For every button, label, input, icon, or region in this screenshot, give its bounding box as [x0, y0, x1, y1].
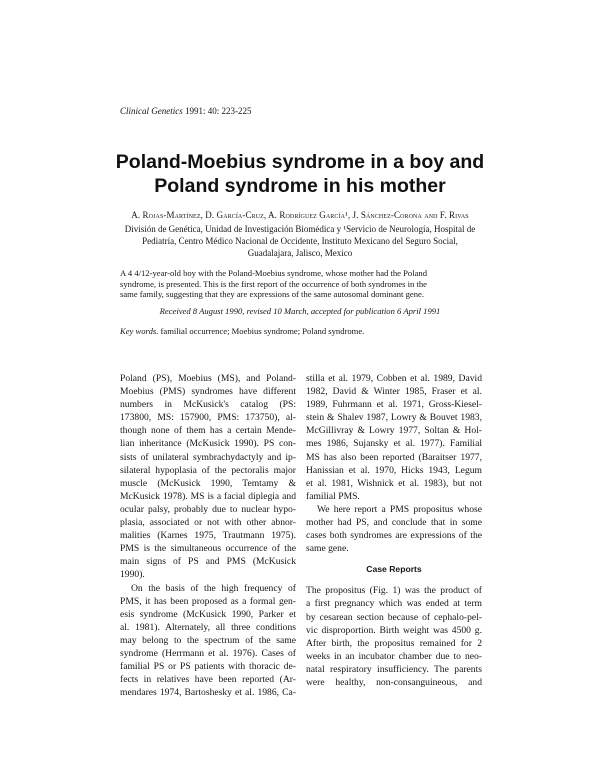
journal-volume: 1991: 40: 223-225 — [185, 106, 252, 116]
abstract-line: A 4 4/12-year-old boy with the Poland-Moebius syndrome, whose mother had the Poland — [120, 268, 428, 278]
body-line: The propositus (Fig. 1) was the product of — [306, 585, 482, 597]
body-line: stilla et al. 1979, Cobben et al. 1989, David — [306, 373, 482, 384]
body-line: by cesarean section because of cephalo-pel- — [306, 611, 482, 623]
section-spacer — [306, 555, 482, 563]
body-line: McKusick 1978). MS is a facial diplegia and — [120, 490, 296, 502]
body-line: et al. 1981, Wishnick et al. 1983), but not — [306, 477, 482, 489]
body-line: 1989, Fuhrmann et al. 1971, Gross-Kiesel- — [306, 399, 482, 411]
body-line: though none of them has a certain Mende- — [120, 425, 296, 437]
body-line: familial PS or PS patients with thoracic de- — [120, 661, 296, 673]
body-line: PMS is the simultaneous occurrence of the — [120, 543, 296, 555]
body-line: sists of unilateral symbrachydactyly and ip- — [120, 451, 296, 463]
affiliation — [0, 223, 600, 259]
body-line: a first pregnancy which was ended at term — [306, 598, 482, 610]
left-column — [120, 372, 296, 699]
title-line: Poland-Moebius syndrome in a boy and — [115, 151, 485, 173]
body-line: McGillivray & Lowry 1977, Soltan & Hol- — [306, 425, 482, 437]
section-heading: Case Reports — [366, 564, 422, 575]
body-line: natal respiratory insufficiency. The parents — [306, 663, 482, 675]
body-line: 1982, David & Winter 1985, Fraser et al. — [306, 386, 482, 398]
abstract-line: syndrome, is presented. This is the first report of the occurrence of both syndromes in the — [120, 278, 427, 289]
body-line: 173800, MS: 157900, PMS: 173750), al- — [120, 412, 296, 424]
affiliation-line: Pediatría, Centro Médico Nacional de Occidente, Instituto Mexicano del Seguro Social, — [142, 236, 458, 246]
right-column — [306, 372, 482, 689]
affiliation-line: Guadalajara, Jalisco, Mexico — [247, 248, 353, 258]
body-line: Hanissian et al. 1970, Hicks 1943, Legum — [306, 464, 482, 476]
keywords-text: familial occurrence; Moebius syndrome; Poland syndrome. — [160, 326, 365, 336]
section-spacer — [306, 576, 482, 584]
body-line: may belong to the spectrum of the same — [120, 634, 296, 646]
body-line: mother had PS, and conclude that in some — [306, 517, 482, 529]
body-line: muscle (McKusick 1990, Temtamy & — [120, 477, 296, 489]
body-line: 1990). — [120, 569, 145, 581]
body-line: PMS, it has been proposed as a formal gen- — [120, 595, 296, 607]
author-list: A. Rojas-Martínez, D. García-Cruz, A. Rodríguez García¹, J. Sánchez-Corona and F. Rivas — [131, 210, 469, 220]
body-line: malities (Karnes 1975, Trautmann 1975). — [120, 530, 296, 542]
journal-name: Clinical Genetics — [120, 106, 183, 116]
body-line: silateral hypoplasia of the pectoralis major — [120, 464, 296, 476]
body-line: weeks in an incubator chamber due to neo- — [306, 650, 482, 662]
body-line: were healthy, non-consanguineous, and — [306, 676, 482, 688]
keywords-label: Key words. — [120, 326, 159, 336]
abstract — [120, 268, 480, 300]
journal-citation — [120, 106, 252, 116]
body-line: stein & Shalev 1987, Lowry & Bouvet 1983, — [306, 412, 482, 424]
body-line: same gene. — [306, 543, 349, 555]
abstract-line: same family, suggesting that they are expressions of the same autosomal dominant gene. — [120, 289, 424, 299]
body-line: Poland (PS), Moebius (MS), and Poland- — [120, 373, 296, 384]
body-line: numbers in McKusick's catalog (PS: — [120, 399, 296, 411]
body-line: lian inheritance (McKusick 1990). PS con- — [120, 438, 296, 450]
body-line: al. 1981). Alternately, all three conditions — [120, 621, 296, 633]
body-line: familial PMS. — [306, 490, 360, 502]
body-line: fects in relatives have been reported (Ar- — [120, 674, 296, 686]
body-line: MS has also been reported (Baraitser 1977, — [306, 451, 482, 463]
body-line: mes 1986, Sujansky et al. 1977). Familial — [306, 438, 482, 450]
body-line: After birth, the propositus remained for 2 — [306, 637, 482, 649]
body-line: ocular palsy, probably due to nuclear hypo- — [120, 503, 296, 515]
body-line: main signs of PS and PMS (McKusick — [120, 556, 296, 568]
received-dates: Received 8 August 1990, revised 10 March, accepted for publication 6 April 1991 — [159, 306, 441, 316]
body-line: vic disproportion. Birth weight was 4500 g. — [306, 624, 482, 636]
body-line: syndrome (Herrmann et al. 1976). Cases of — [120, 647, 296, 659]
body-line: esis syndrome (McKusick 1990, Parker et — [120, 608, 296, 620]
body-line: Moebius (PMS) syndromes have different — [120, 386, 296, 398]
body-line: cases both syndromes are expressions of the — [306, 530, 482, 542]
body-line: We here report a PMS propositus whose — [317, 503, 482, 515]
keywords — [120, 326, 364, 336]
body-line: mendares 1974, Bartoshesky et al. 1986, Ca- — [120, 687, 296, 699]
body-line: On the basis of the high frequency of — [131, 582, 296, 594]
body-line: plasia, associated or not with other abnor- — [120, 517, 296, 529]
affiliation-line: División de Genética, Unidad de Investigación Biomédica y ¹Servicio de Neurología, Hospital de — [124, 224, 476, 234]
title-line: Poland syndrome in his mother — [154, 175, 446, 197]
article-title — [0, 150, 600, 198]
